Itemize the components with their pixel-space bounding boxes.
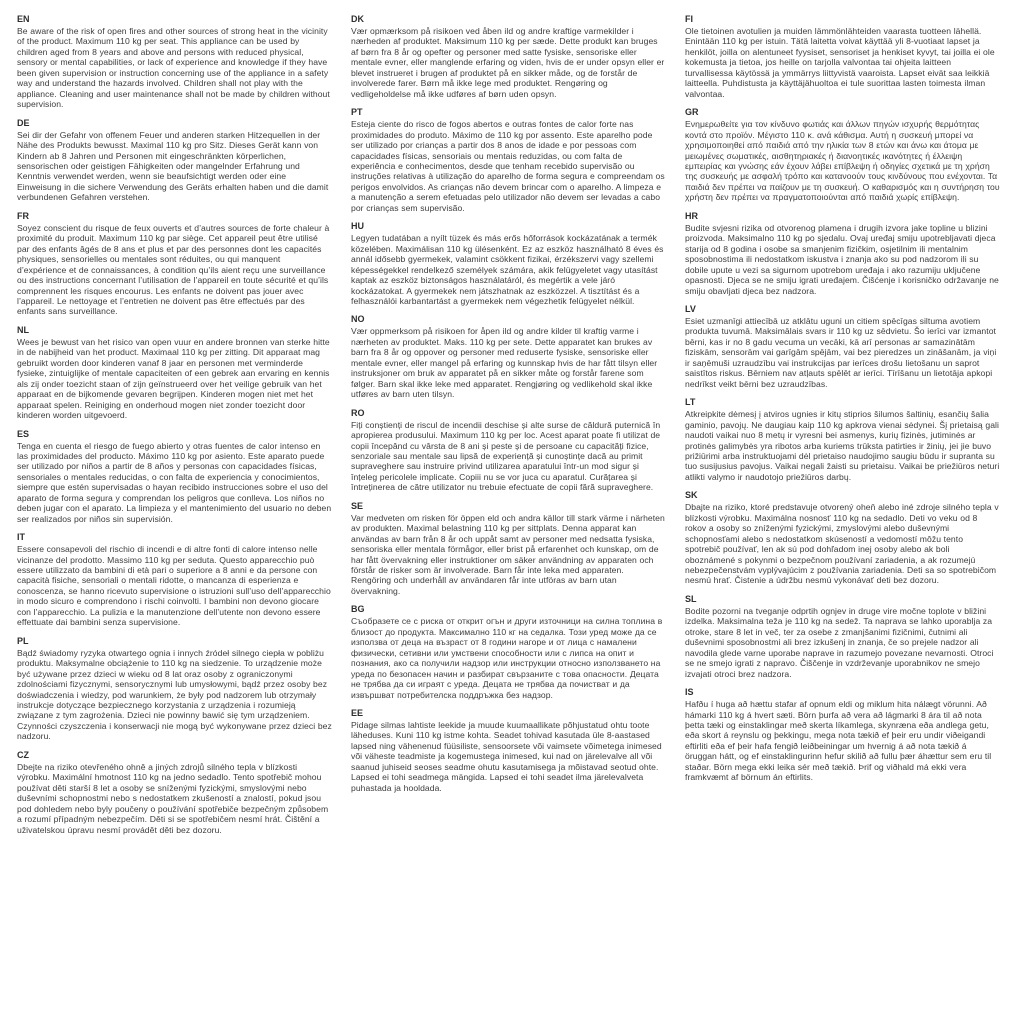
column-right bbox=[685, 6, 1000, 840]
safety-warning-text: Soyez conscient du risque de feux ouverts et d’autres sources de forte chaleur à proximité du produit. Maximum 110 kg par siège. Cet appareil peut être utilisé par des enfants âgés de 8 ans et plus et par des personnes dont les capacités physiques, sensorielles ou mentales sont réduites, ou qui manquent d’expérience et de connaissances, à condition qu’ils aient reçu une surveillance ou des instructions concernant l’utilisation de l’appareil en toute sécurité et qu’ils comprennent les risques encourus. Les enfants ne doivent pas jouer avec l’appareil. Le nettoyage et l’entretien ne doivent pas être effectués par des enfants sans surveillance. bbox=[17, 222, 330, 317]
safety-warning-text: Vær opmærksom på risikoen ved åben ild og andre kraftige varmekilder i nærheden af produktet. Maksimum 110 kg per sæde. Dette produkt kan bruges af børn fra 8 år og opefter og personer med satte fysiske, sensoriske eller mentale evner, eller manglende erfaring og viden, hvis de er under opsyn eller er blevet instrueret i brugen af produktet på en sikker måde, og de forstår de involverede farer. Børn må ikke lege med produktet. Rengøring og vedligeholdelse må ikke udføres af børn uden opsyn. bbox=[351, 26, 665, 99]
language-section bbox=[685, 211, 1000, 296]
language-code-heading: EE bbox=[351, 708, 364, 719]
language-code-heading: CZ bbox=[17, 749, 29, 760]
language-section bbox=[685, 687, 1000, 783]
safety-warning-text: Wees je bewust van het risico van open vuur en andere bronnen van sterke hitte in de nabijheid van het product. Maximaal 110 kg per zitting. Dit apparaat mag gebruikt worden door kinderen vanaf 8 jaar en personen met verminderde fysieke, zintuiglijke of mentale capaciteiten of een gebrek aan ervaring en kennis als zij onder toezicht staan of zijn geïnstrueerd over het veilige gebruik van het apparaat en de bijkomende gevaren begrijpen. Kinderen mogen niet met het apparaat spelen. Reiniging en onderhoud mogen niet zonder toezicht door kinderen worden uitgevoerd. bbox=[17, 336, 330, 421]
language-code-heading: PT bbox=[351, 107, 363, 118]
language-section bbox=[17, 118, 332, 203]
language-code-heading: NL bbox=[17, 324, 29, 335]
language-section bbox=[351, 14, 666, 99]
safety-warning-text: Var medveten om risken för öppen eld och andra källor till stark värme i närheten av produkten. Maximal belastning 110 kg per sittplats. Denna apparat kan användas av barn från 8 år och uppåt samt av personer med nedsatta fysiska, sensoriska eller mentala förmågor, eller brist på erfarenhet och kunskap, om de har fått övervakning eller instruktioner om säker användning av apparaten och förstår de risker som är involverade. Barn får inte leka med apparaten. Rengöring och underhåll av användaren får inte utföras av barn utan övervakning. bbox=[351, 512, 665, 596]
language-section bbox=[351, 221, 666, 306]
language-code-heading: RO bbox=[351, 407, 365, 418]
safety-warning-text: Legyen tudatában a nyílt tüzek és más erős hőforrások kockázatának a termék közelében. Maximálisan 110 kg ülésenként. Ez az eszköz használható 8 éves és annál idősebb gyermekek, valamint csökkent fizikai, érzékszervi vagy szellemi képességekkel rendelkező személyek számára, akik felügyeletet vagy utasítást kaptak az eszköz biztonságos használatáról, és megértik a vele járó kockázatokat. A gyermekek nem játszhatnak az eszközzel. A tisztítást és a felhasználói karbantartást a gyermekek nem végezhetik felügyelet nélkül. bbox=[351, 233, 664, 306]
safety-warning-text: Esteja ciente do risco de fogos abertos e outras fontes de calor forte nas proximidades do produto. Máximo de 110 kg por assento. Este aparelho pode ser utilizado por crianças a partir dos 8 anos de idade e por pessoas com capacidades físicas, sensoriais ou mentais reduzidas, ou com falta de experiência e conhecimentos, desde que tenham recebido supervisão ou instruções relativas à utilização do aparelho de forma segura e compreendam os perigos envolvidos. As crianças não devem brincar com o aparelho. A limpeza e a manutenção a serem efetuadas pelo utilizador não devem ser levadas a cabo por crianças sem supervisão. bbox=[351, 119, 665, 213]
safety-warning-text: Be aware of the risk of open fires and other sources of strong heat in the vicinity of the product. Maximum 110 kg per seat. This appliance can be used by children aged from 8 years and above and persons with reduced physical, sensory or mental capabilities, or lack of experience and knowledge if they have been given supervision or instruction concerning use of the appliance in a safety way and understand the hazards involved. Children shall not play with the appliance. Cleaning and user maintenance shall not be made by children without supervision. bbox=[17, 26, 330, 110]
safety-warning-text: Съобразете се с риска от открит огън и други източници на силна топлина в близост до продукта. Максимално 110 кг на седалка. Този уред може да се използва от деца на възраст от 8 години нагоре и от лица с намалени физически, сетивни или умствени способности или с липса на опит и познания, ако са получили надзор или инструкции относно използването на уреда по безопасен начин и разбират свързаните с това опасности. Децата не трябва да си играят с уреда. Децата не трябва да почистват и да извършват потребителска поддръжка без надзор. bbox=[351, 616, 663, 700]
language-section bbox=[685, 14, 1000, 99]
language-section bbox=[351, 107, 666, 213]
language-code-heading: HU bbox=[351, 221, 364, 232]
language-section bbox=[351, 501, 666, 597]
language-section bbox=[17, 532, 332, 628]
language-section bbox=[17, 325, 332, 421]
language-section bbox=[685, 490, 1000, 586]
language-section bbox=[351, 604, 666, 700]
language-code-heading: SL bbox=[685, 593, 697, 604]
language-code-heading: IT bbox=[17, 532, 25, 543]
language-code-heading: ES bbox=[17, 428, 30, 439]
language-section bbox=[685, 304, 1000, 389]
safety-warning-text: Essere consapevoli del rischio di incendi e di altre fonti di calore intenso nelle vicinanze del prodotto. Massimo 110 kg per seduta. Questo apparecchio può essere utilizzato da bambini di età pari o superiore a 8 anni e da persone con capacità fisiche, sensoriali o mentali ridotte, o mancanza di esperienza e conoscenza, se hanno ricevuto supervisione o istruzioni sull’uso dell’apparecchio in modo sicuro e comprendono i rischi coinvolti. I bambini non devono giocare con l’apparecchio. La pulizia e la manutenzione dell’utente non devono essere effettuate dai bambini senza supervisione. bbox=[17, 544, 331, 628]
language-code-heading: HR bbox=[685, 210, 698, 221]
language-section bbox=[685, 397, 1000, 482]
language-code-heading: DE bbox=[17, 117, 30, 128]
safety-warning-text: Tenga en cuenta el riesgo de fuego abierto y otras fuentes de calor intenso en las proximidades del producto. Máximo 110 kg por asiento. Este aparato puede ser utilizado por niños a partir de 8 años y personas con capacidades físicas, sensoriales o mentales reducidas, o con falta de experiencia y conocimientos, siempre que estén supervisadas o hayan recibido instrucciones sobre el uso del aparato de forma segura y comprendan los peligros que conlleva. Los niños no deben jugar con el aparato. La limpieza y el mantenimiento del usuario no deben ser realizados por niños sin supervisión. bbox=[17, 440, 332, 524]
language-code-heading: LV bbox=[685, 303, 696, 314]
safety-warning-text: Bądź świadomy ryzyka otwartego ognia i innych źródeł silnego ciepła w pobliżu produktu. Maksymalne obciążenie to 110 kg na siedzenie. To urządzenie może być używane przez dzieci w wieku od 8 lat oraz osoby z ograniczonymi zdolnościami fizycznymi, sensorycznymi lub umysłowymi, bądź przez osoby bez doświadczenia i wiedzy, pod warunkiem, że były pod nadzorem lub otrzymały instrukcje dotyczące bezpiecznego korzystania z urządzenia i rozumieją związane z tym zagrożenia. Dzieci nie powinny bawić się tym urządzeniem. Czynności czyszczenia i konserwacji nie mogą być wykonywane przez dzieci bez nadzoru. bbox=[17, 647, 332, 742]
safety-warning-text: Dbejte na riziko otevřeného ohně a jiných zdrojů silného tepla v blízkosti výrobku. Maximální hmotnost 110 kg na jedno sedadlo. Tento spotřebič mohou používat děti starší 8 let a osoby se sníženými fyzickými, smyslovými nebo duševními schopnostmi nebo s nedostatkem zkušeností a znalostí, pokud jsou pod dohledem nebo byly poučeny o používání spotřebiče bezpečným způsobem a rozumí případným nebezpečím. Děti si se spotřebičem nesmí hrát. Čištění a uživatelskou úpravu nesmí provádět děti bez dozoru. bbox=[17, 761, 329, 835]
language-code-heading: SE bbox=[351, 500, 364, 511]
safety-warning-text: Atkreipkite dėmesį į atviros ugnies ir kitų stiprios šilumos šaltinių, esančių šalia gaminio, pavojų. Ne daugiau kaip 110 kg apkrova vienai sėdynei. Šį prietaisą gali naudoti vaikai nuo 8 metų ir vyresni bei asmenys, kurių fizinės, jutiminės ar protinės galimybės yra ribotos arba kuriems trūksta patirties ir žinių, jei jie buvo prižiūrimi arba instruktuojami dėl prietaiso naudojimo saugiu būdu ir supranta su tuo susijusius pavojus. Vaikai negali žaisti su prietaisu. Vaikai be priežiūros neturi atlikti valymo ir naudotojo priežiūros darbų. bbox=[685, 409, 1000, 482]
language-code-heading: NO bbox=[351, 314, 365, 325]
language-section bbox=[17, 429, 332, 525]
column-middle bbox=[351, 6, 666, 840]
safety-warning-text: Sei dir der Gefahr von offenem Feuer und anderen starken Hitzequellen in der Nähe des Produkts bewusst. Maximal 110 kg pro Sitz. Dieses Gerät kann von Kindern ab 8 Jahren und Personen mit eingeschränkten körperlichen, sensorischen oder geistigen Fähigkeiten oder mangelnder Erfahrung und Kenntnis verwendet werden, wenn sie beaufsichtigt werden oder eine Einweisung in die sichere Verwendung des Geräts erhalten haben und die damit verbundenen Gefahren verstehen. bbox=[17, 129, 329, 203]
language-section bbox=[351, 408, 666, 493]
language-section bbox=[17, 750, 332, 835]
language-section bbox=[17, 636, 332, 742]
language-code-heading: SK bbox=[685, 490, 698, 501]
safety-warning-text: Budite svjesni rizika od otvorenog plamena i drugih izvora jake topline u blizini proizvoda. Maksimalno 110 kg po sjedalu. Ovaj uređaj smiju upotrebljavati djeca starija od 8 godina i osobe sa smanjenim fizičkim, osjetilnim ili mentalnim sposobnostima ili nedostatkom iskustva i znanja ako su pod nadzorom ili su dobile upute u vezi sa sigurnom upotrebom uređaja i ako razumiju uključene opasnosti. Djeca se ne smiju igrati uređajem. Čišćenje i korisničko održavanje ne smiju obavljati djeca bez nadzora. bbox=[685, 222, 999, 296]
language-section bbox=[17, 14, 332, 110]
language-code-heading: EN bbox=[17, 14, 30, 24]
safety-warning-text: Bodite pozorni na tveganje odprtih ognjev in druge vire močne toplote v bližini izdelka. Maksimalna teža je 110 kg na sedež. Ta naprava se lahko uporablja za otroke, stare 8 let in več, ter za osebe z zmanjšanimi fizičnimi, čutnimi ali duševnimi sposobnostmi ali brez izkušenj in znanja, če so prejele nadzor ali navodila glede varne uporabe naprave in razumejo povezane nevarnosti. Otroci se ne smejo igrati z napravo. Čiščenje in vzdrževanje uporabnikov ne smejo izvajati otroci brez nadzora. bbox=[685, 605, 994, 679]
safety-warning-text: Ενημερωθείτε για τον κίνδυνο φωτιάς και άλλων πηγών ισχυρής θερμότητας κοντά στο προϊόν. Μέγιστο 110 κ. ανά κάθισμα. Αυτή η συσκευή μπορεί να χρησιμοποιηθεί από παιδιά από την ηλικία των 8 ετών και άνω και άτομα με μειωμένες σωματικές, αισθητηριακές ή διανοητικές ικανότητες ή έλλειψη εμπειρίας και γνώσης εάν έχουν λάβει επίβλεψη ή οδηγίες σχετικά με τη χρήση της συσκευής με ασφαλή τρόπο και κατανοούν τους κινδύνους που ενέχονται. Τα παιδιά δεν πρέπει να παίζουν με τη συσκευή. Ο καθαρισμός και η συντήρηση του χρήστη δεν πρέπει να πραγματοποιούνται από παιδιά χωρίς επίβλεψη. bbox=[685, 119, 1000, 203]
safety-warning-text: Fiți conștienți de riscul de incendii deschise și alte surse de căldură puternică în apropierea produsului. Maximum 110 kg per loc. Acest aparat poate fi utilizat de copii începând cu vârsta de 8 ani și peste și de persoane cu capacități fizice, senzoriale sau mentale sau lipsă de experiență și cunoștințe dacă au primit supraveghere sau instruire privind utilizarea aparatului într-un mod sigur și înțeleg pericolele implicate. Copiii nu se vor juca cu aparatul. Curățarea și întreținerea de către utilizator nu trebuie efectuate de copii fără supraveghere. bbox=[351, 419, 661, 493]
safety-warning-text: Ole tietoinen avotulien ja muiden lämmönlähteiden vaarasta tuotteen lähellä. Enintään 110 kg per istuin. Tätä laitetta voivat käyttää yli 8-vuotiaat lapset ja henkilöt, joilla on alentuneet fyysiset, sensoriset ja henkiset kyvyt, tai joilla ei ole kokemusta ja tietoa, jos heille on tarjolla valvontaa tai ohjeita laitteen turvallisessa käytössä ja ymmärrys liittyvistä vaaroista. Lapset eivät saa leikkiä laitteella. Puhdistusta ja käyttäjähuoltoa ei tule suorittaa lasten toimesta ilman valvontaa. bbox=[685, 26, 995, 99]
language-code-heading: LT bbox=[685, 397, 696, 408]
language-section bbox=[17, 211, 332, 317]
safety-warning-text: Hafðu í huga að hættu stafar af opnum eldi og miklum hita nálægt vörunni. Að hámarki 110 kg á hvert sæti. Börn þurfa að vera að lágmarki 8 ára til að nota þetta tæki og einstaklingar með skerta líkamlega, skynræna eða andlega getu, eða skort á reynslu og þekkingu, mega nota tækið ef þeir eru undir viðeigandi eftirliti eða ef þeir hafa fengið leiðbeiningar um hvernig á að nota tækið á öruggan hátt, og ef einstaklingurinn hefur skilið að fullu þær áhættur sem eru til staðar. Börn mega ekki leika sér með tækið. Þrif og viðhald má ekki vera framkvæmt af börnum án eftirlits. bbox=[685, 699, 992, 783]
column-layout bbox=[17, 6, 1010, 840]
language-code-heading: FI bbox=[685, 14, 693, 24]
language-section bbox=[351, 708, 666, 793]
language-code-heading: FR bbox=[17, 210, 29, 221]
language-section bbox=[685, 594, 1000, 679]
language-code-heading: DK bbox=[351, 14, 364, 24]
language-code-heading: BG bbox=[351, 604, 365, 615]
language-section bbox=[351, 314, 666, 399]
language-section bbox=[685, 107, 1000, 203]
column-left bbox=[17, 6, 332, 840]
language-code-heading: PL bbox=[17, 635, 29, 646]
language-code-heading: IS bbox=[685, 687, 694, 698]
safety-warning-text: Vær oppmerksom på risikoen for åpen ild og andre kilder til kraftig varme i nærheten av produktet. Maks. 110 kg per sete. Dette apparatet kan brukes av barn fra 8 år og oppover og personer med reduserte fysiske, sensoriske eller mentale evner, eller mangel på erfaring og kunnskap hvis de har fått tilsyn eller instruksjoner om bruk av apparatet på en sikker måte og forstår farene som følger. Barn skal ikke leke med apparatet. Rengjøring og vedlikehold skal ikke utføres av barn uten tilsyn. bbox=[351, 326, 658, 400]
safety-warning-text: Esiet uzmanīgi attiecībā uz atklātu uguni un citiem spēcīgas siltuma avotiem produkta tuvumā. Maksimālais svars ir 110 kg uz sēdvietu. Šo ierīci var izmantot bērni, kas ir no 8 gadu vecuma un vecāki, kā arī personas ar samazinātām fiziskām, sensorām vai garīgām spējām, vai bez pieredzes un zināšanām, ja viņi ir saņēmuši uzraudzību vai instrukcijas par ierīces drošu lietošanu un saprot saistītos riskus. Bērniem nav atļauts spēlēt ar ierīci. Tīrīšanu un lietotāja apkopi nedrīkst veikt bērni bez uzraudzības. bbox=[685, 315, 997, 389]
safety-warning-text: Dbajte na riziko, ktoré predstavuje otvorený oheň alebo iné zdroje silného tepla v blízkosti výrobku. Maximálna nosnosť 110 kg na sedadlo. Deti vo veku od 8 rokov a osoby so zníženými fyzickými, zmyslovými alebo duševnými schopnosťami alebo s nedostatkom skúseností a vedomostí môžu tento spotrebič používať, len ak sú pod dohľadom inej osoby alebo ak boli oboznámené s pokynmi o bezpečnom používaní zariadenia, a ak rozumejú nebezpečenstvám vyplývajúcim z používania zariadenia. Deti sa so spotrebičom nesmú hrať. Čistenie a údržbu nesmú vykonávať deti bez dozoru. bbox=[685, 502, 999, 586]
safety-warning-text: Pidage silmas lahtiste leekide ja muude kuumaallikate põhjustatud ohtu toote läheduses. Kuni 110 kg istme kohta. Seadet tohivad kasutada üle 8-aastased lapsed ning vähenenud füüsiliste, sensoorsete või vaimsete võimetega inimesed või väheste teadmiste ja kogemustega inimesed, kui nad on järelevalve all või saanud juhiseid seoses seadme ohutu kasutamisega ja mõistavad seotud ohte. Lapsed ei tohi seadmega mängida. Lapsed ei tohi seadet ilma järelevalveta puhastada ja hooldada. bbox=[351, 720, 662, 793]
language-code-heading: GR bbox=[685, 107, 699, 118]
